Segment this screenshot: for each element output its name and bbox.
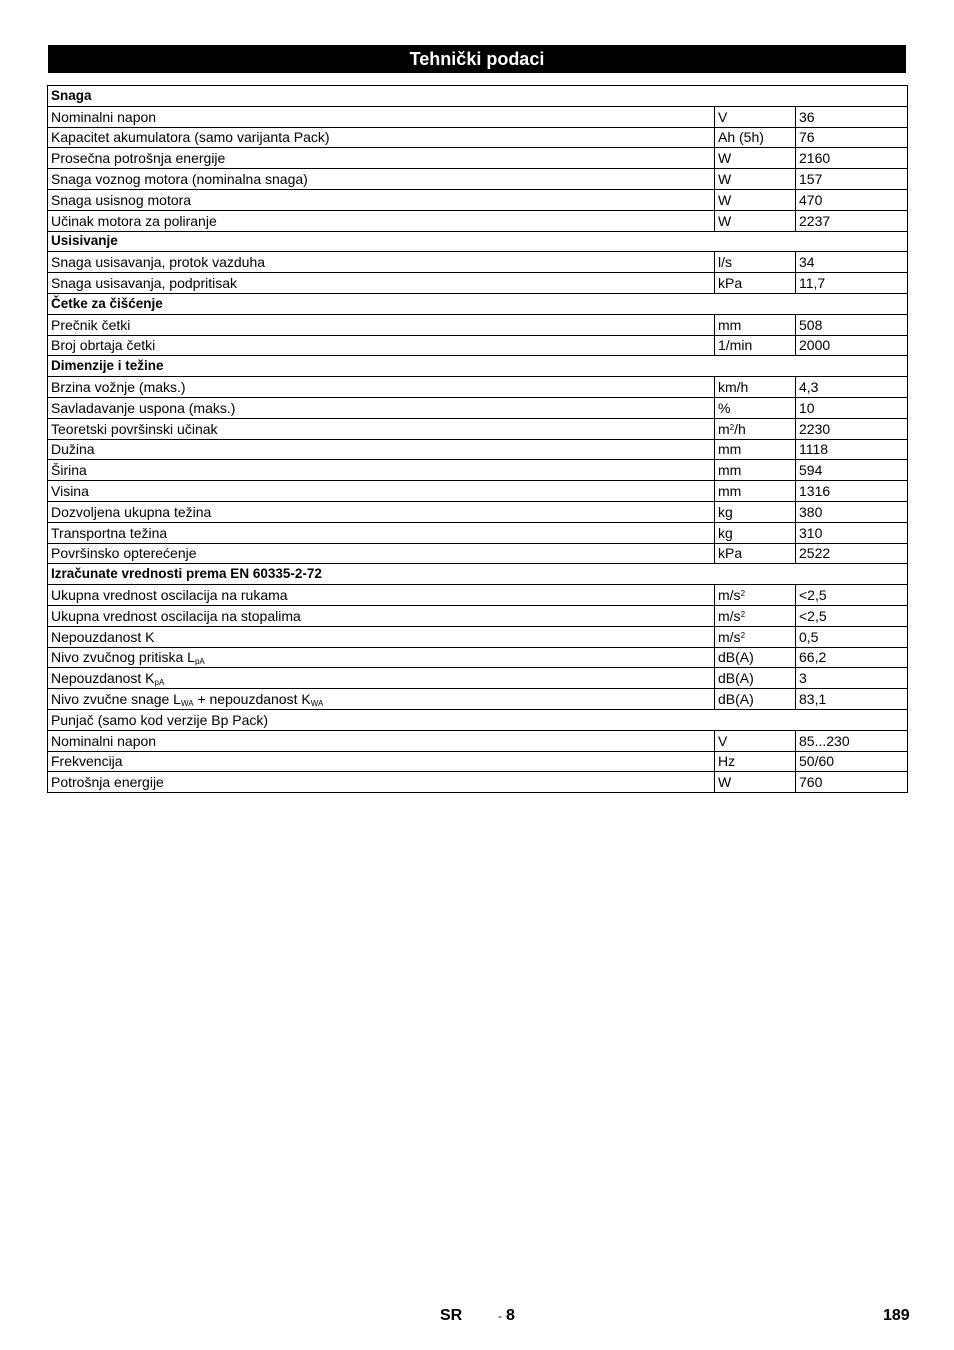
spec-label — [48, 585, 715, 606]
spec-unit-superscript: 2 — [740, 589, 746, 599]
spec-unit — [715, 335, 796, 356]
spec-label-text: Nivo zvučne snage L — [51, 691, 181, 707]
table-row — [48, 730, 908, 751]
spec-unit — [715, 148, 796, 169]
section-header-row — [48, 231, 908, 252]
spec-unit-superscript: 2 — [740, 630, 746, 640]
spec-unit — [715, 377, 796, 398]
spec-label-text: Snaga voznog motora (nominalna snaga) — [51, 171, 308, 188]
table-row — [48, 751, 908, 772]
spec-label — [48, 169, 715, 190]
spec-label-subscript: pA — [154, 678, 165, 688]
table-row — [48, 148, 908, 169]
spec-label-text: Ukupna vrednost oscilacija na stopalima — [51, 607, 301, 624]
spec-unit-text: m/s — [718, 628, 741, 645]
section-title: Snaga — [48, 86, 908, 107]
spec-label-text: Potrošnja energije — [51, 774, 164, 791]
spec-unit — [715, 668, 796, 689]
spec-unit-text: W — [718, 171, 732, 188]
spec-unit — [715, 210, 796, 231]
spec-value: 50/60 — [796, 751, 908, 772]
footer-local-page — [498, 1306, 515, 1326]
table-row — [48, 543, 908, 564]
table-row — [48, 668, 908, 689]
spec-unit — [715, 751, 796, 772]
table-row — [48, 626, 908, 647]
section-header-row — [48, 564, 908, 585]
spec-unit — [715, 418, 796, 439]
spec-unit — [715, 314, 796, 335]
spec-value: 157 — [796, 169, 908, 190]
table-row — [48, 127, 908, 148]
spec-value: 85...230 — [796, 730, 908, 751]
spec-unit-text: W — [718, 212, 732, 229]
spec-unit-text: kPa — [718, 275, 743, 292]
spec-value: 380 — [796, 501, 908, 522]
table-row — [48, 397, 908, 418]
spec-value: <2,5 — [796, 585, 908, 606]
spec-label — [48, 189, 715, 210]
spec-unit-text: m/s — [718, 587, 741, 604]
section-header-row — [48, 86, 908, 107]
spec-label — [48, 273, 715, 294]
spec-value: 2237 — [796, 210, 908, 231]
spec-label — [48, 148, 715, 169]
spec-unit — [715, 460, 796, 481]
spec-value: 2160 — [796, 148, 908, 169]
spec-unit — [715, 439, 796, 460]
spec-value: 10 — [796, 397, 908, 418]
spec-label-text: Prečnik četki — [51, 316, 131, 333]
spec-value: 0,5 — [796, 626, 908, 647]
spec-label — [48, 668, 715, 689]
spec-unit-text: dB(A) — [718, 649, 754, 666]
spec-unit — [715, 522, 796, 543]
spec-unit-text: W — [718, 191, 732, 208]
spec-unit — [715, 189, 796, 210]
spec-label — [48, 481, 715, 502]
spec-label — [48, 439, 715, 460]
spec-value: 760 — [796, 772, 908, 793]
spec-label-text-cont: + nepouzdanost K — [193, 691, 311, 707]
spec-unit — [715, 127, 796, 148]
spec-label-text: Broj obrtaja četki — [51, 337, 156, 354]
spec-unit — [715, 772, 796, 793]
spec-label — [48, 418, 715, 439]
spec-value: 4,3 — [796, 377, 908, 398]
spec-unit-text: 1/min — [718, 337, 753, 354]
spec-label — [48, 605, 715, 626]
spec-label-text: Ukupna vrednost oscilacija na rukama — [51, 587, 288, 604]
spec-unit-text: W — [718, 774, 732, 791]
spec-unit — [715, 585, 796, 606]
spec-label — [48, 772, 715, 793]
spec-value: <2,5 — [796, 605, 908, 626]
table-row — [48, 314, 908, 335]
table-row — [48, 377, 908, 398]
spec-unit — [715, 647, 796, 668]
spec-label-text: Nepouzdanost K — [51, 670, 155, 687]
spec-label-text: Frekvencija — [51, 753, 123, 770]
spec-label-text: Prosečna potrošnja energije — [51, 150, 226, 167]
spec-label-text: Nivo zvučnog pritiska L — [51, 649, 195, 666]
spec-label — [48, 626, 715, 647]
spec-value: 36 — [796, 106, 908, 127]
spec-label-text: Kapacitet akumulatora (samo varijanta Pack) — [51, 129, 330, 146]
table-row — [48, 106, 908, 127]
spec-label — [48, 106, 715, 127]
spec-label — [48, 647, 715, 668]
spec-unit — [715, 169, 796, 190]
spec-unit-text: Ah (5h) — [718, 129, 764, 146]
section-title: Izračunate vrednosti prema EN 60335-2-72 — [48, 564, 908, 585]
spec-unit-text: kg — [718, 524, 733, 541]
table-row — [48, 501, 908, 522]
spec-value: 470 — [796, 189, 908, 210]
spec-value: 34 — [796, 252, 908, 273]
spec-label — [48, 689, 715, 710]
spec-unit-superscript: 2 — [740, 609, 746, 619]
table-row — [48, 460, 908, 481]
spec-unit — [715, 252, 796, 273]
spec-label-text: Površinsko opterećenje — [51, 545, 197, 562]
spec-unit — [715, 605, 796, 626]
section-header-row — [48, 293, 908, 314]
spec-unit-text: m/s — [718, 607, 741, 624]
spec-unit-text: mm — [718, 483, 742, 500]
spec-unit-text-cont: /h — [734, 420, 746, 437]
spec-value: 1118 — [796, 439, 908, 460]
spec-value: 2000 — [796, 335, 908, 356]
spec-label-text: Nominalni napon — [51, 732, 157, 749]
spec-unit — [715, 273, 796, 294]
spec-label-subscript: WA — [180, 699, 194, 708]
table-row — [48, 273, 908, 294]
spec-value: 76 — [796, 127, 908, 148]
spec-label-text: Dozvoljena ukupna težina — [51, 503, 212, 520]
spec-unit — [715, 689, 796, 710]
page-title: Tehnički podaci — [48, 45, 906, 73]
spec-label — [48, 460, 715, 481]
section-title: Četke za čišćenje — [48, 293, 908, 314]
table-row — [48, 252, 908, 273]
spec-unit — [715, 730, 796, 751]
spec-label-text: Širina — [51, 462, 87, 479]
spec-label-text: Transportna težina — [51, 524, 168, 541]
spec-label — [48, 522, 715, 543]
spec-unit-text: kPa — [718, 545, 743, 562]
spec-label-text: Nepouzdanost K — [51, 628, 155, 645]
spec-label-subscript: WA — [310, 699, 324, 708]
spec-unit-text: dB(A) — [718, 691, 754, 707]
table-row — [48, 189, 908, 210]
spec-label-text: Brzina vožnje (maks.) — [51, 379, 186, 396]
spec-unit-text: mm — [718, 462, 742, 479]
technical-data-table — [47, 85, 908, 793]
spec-label-text: Snaga usisavanja, protok vazduha — [51, 254, 266, 271]
spec-label-text: Savladavanje uspona (maks.) — [51, 399, 236, 416]
spec-label-text: Snaga usisnog motora — [51, 191, 192, 208]
table-row — [48, 169, 908, 190]
table-row — [48, 605, 908, 626]
spec-label — [48, 210, 715, 231]
spec-unit-text: W — [718, 150, 732, 167]
spec-value: 310 — [796, 522, 908, 543]
table-row — [48, 647, 908, 668]
spec-label — [48, 501, 715, 522]
section-header-row — [48, 356, 908, 377]
footer-dash: - — [498, 1309, 502, 1323]
spec-value: 2522 — [796, 543, 908, 564]
section-title: Punjač (samo kod verzije Bp Pack) — [48, 709, 908, 730]
spec-unit — [715, 481, 796, 502]
spec-value: 11,7 — [796, 273, 908, 294]
spec-label-subscript: pA — [194, 657, 205, 667]
section-header-row — [48, 709, 908, 730]
spec-value: 1316 — [796, 481, 908, 502]
spec-label-text: Dužina — [51, 441, 95, 458]
table-row — [48, 772, 908, 793]
spec-unit — [715, 501, 796, 522]
section-title: Dimenzije i težine — [48, 356, 908, 377]
spec-label — [48, 335, 715, 356]
footer-local-page-number: 8 — [506, 1307, 515, 1324]
spec-label-text: Nominalni napon — [51, 108, 157, 125]
spec-unit-text: m — [718, 420, 730, 437]
table-row — [48, 585, 908, 606]
spec-unit-text: mm — [718, 441, 742, 458]
spec-label — [48, 314, 715, 335]
footer-page-number: 189 — [883, 1307, 910, 1324]
spec-unit — [715, 397, 796, 418]
spec-value: 66,2 — [796, 647, 908, 668]
table-row — [48, 689, 908, 710]
table-row — [48, 439, 908, 460]
table-row — [48, 481, 908, 502]
spec-unit-text: kg — [718, 503, 733, 520]
spec-value: 594 — [796, 460, 908, 481]
spec-value: 83,1 — [796, 689, 908, 710]
table-row — [48, 418, 908, 439]
spec-label — [48, 543, 715, 564]
spec-unit-text: km/h — [718, 379, 749, 396]
table-row — [48, 522, 908, 543]
spec-value: 508 — [796, 314, 908, 335]
spec-label — [48, 751, 715, 772]
spec-unit-text: V — [718, 732, 728, 749]
spec-unit-superscript: 2 — [729, 422, 735, 432]
spec-unit-text: l/s — [718, 254, 732, 271]
spec-unit — [715, 626, 796, 647]
spec-unit-text: mm — [718, 316, 742, 333]
spec-unit-text: % — [718, 399, 731, 416]
spec-unit-text: V — [718, 108, 728, 125]
table-row — [48, 335, 908, 356]
spec-label — [48, 730, 715, 751]
spec-unit-text: dB(A) — [718, 670, 754, 687]
spec-label-text: Učinak motora za poliranje — [51, 212, 217, 229]
section-title: Usisivanje — [48, 231, 908, 252]
spec-label-text: Teoretski površinski učinak — [51, 420, 218, 437]
spec-unit-text: Hz — [718, 753, 736, 770]
spec-label — [48, 252, 715, 273]
spec-label — [48, 377, 715, 398]
spec-label-text: Visina — [51, 483, 89, 500]
spec-unit — [715, 543, 796, 564]
spec-unit — [715, 106, 796, 127]
spec-label — [48, 397, 715, 418]
table-row — [48, 210, 908, 231]
spec-label-text: Snaga usisavanja, podpritisak — [51, 275, 238, 292]
spec-value: 3 — [796, 668, 908, 689]
spec-label — [48, 127, 715, 148]
spec-value: 2230 — [796, 418, 908, 439]
footer-language: SR — [440, 1307, 463, 1324]
